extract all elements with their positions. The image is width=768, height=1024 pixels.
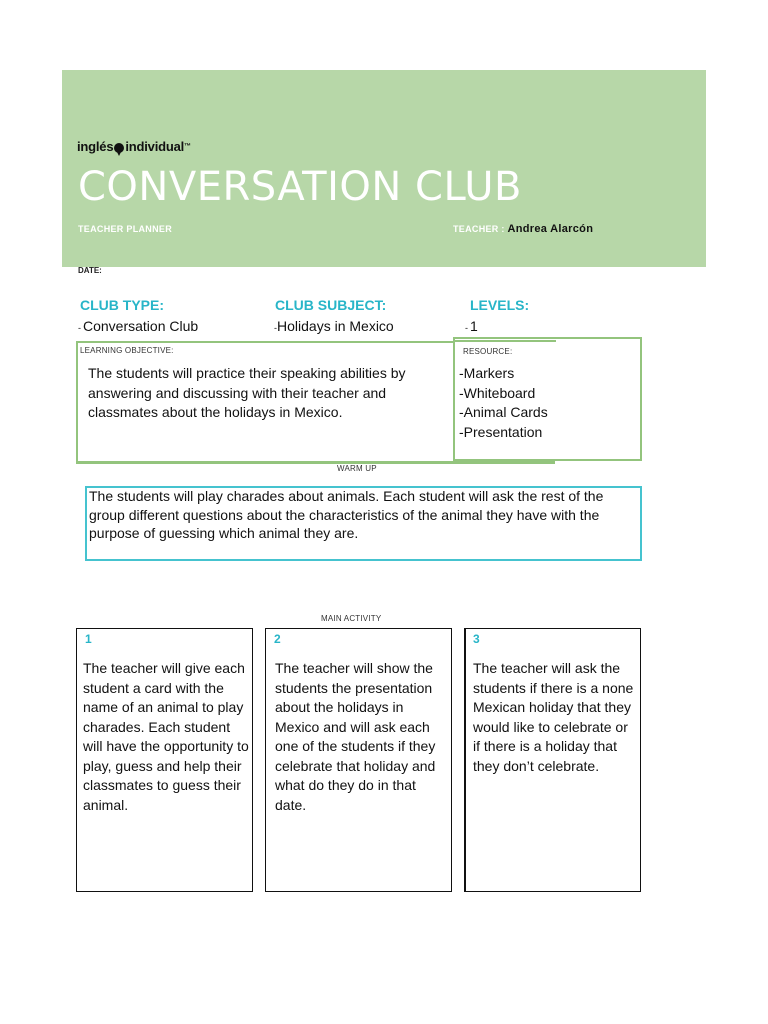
club-subject-dash: - bbox=[274, 323, 277, 333]
brand-left: inglés bbox=[77, 139, 114, 154]
club-type-dash: - bbox=[78, 323, 81, 333]
teacher-label: TEACHER : bbox=[453, 224, 505, 234]
step-text: The teacher will show the students the presentation about the holidays in Mexico and will ask each one of the students if they celebrate that holiday and what do they do in that date. bbox=[275, 660, 436, 813]
warm-up-text: The students will play charades about animals. Each student will ask the rest of the group different questions about the characteristics of the animal they have with the purpose of guessing which animal they are. bbox=[89, 488, 604, 541]
page-title: CONVERSATION CLUB bbox=[78, 164, 522, 210]
learning-objective-label: LEARNING OBJECTIVE: bbox=[80, 346, 174, 355]
resource-item: -Animal Cards bbox=[459, 404, 548, 420]
levels-text: 1 bbox=[470, 318, 478, 334]
brand-trademark: ™ bbox=[184, 143, 191, 150]
main-activity-label: MAIN ACTIVITY bbox=[321, 614, 382, 623]
resource-item: -Whiteboard bbox=[459, 384, 536, 401]
club-type-label: CLUB TYPE: bbox=[80, 297, 164, 313]
resource-top-rule bbox=[453, 340, 556, 342]
resource-label: RESOURCE: bbox=[463, 347, 513, 356]
objective-bottom-rule bbox=[76, 461, 555, 464]
warm-up-label: WARM UP bbox=[337, 464, 377, 473]
club-subject-text: Holidays in Mexico bbox=[277, 318, 394, 334]
learning-objective-text: The students will practice their speaking abilities by answering and discussing with their teacher and classmates about the holidays in Mexico. bbox=[88, 365, 406, 420]
levels-dash: - bbox=[465, 323, 468, 333]
teacher-field bbox=[453, 223, 593, 235]
step-number: 2 bbox=[274, 632, 281, 646]
teacher-planner-label: TEACHER PLANNER bbox=[78, 224, 173, 234]
club-type-text: Conversation Club bbox=[83, 318, 199, 334]
resource-item: -Markers bbox=[459, 365, 515, 381]
club-subject-label: CLUB SUBJECT: bbox=[275, 297, 387, 313]
speech-bubble-icon bbox=[114, 143, 124, 153]
step-number: 3 bbox=[473, 632, 480, 646]
levels-label: LEVELS: bbox=[470, 297, 530, 313]
step-number: 1 bbox=[85, 632, 92, 646]
club-type-value bbox=[78, 318, 198, 334]
step-text: The teacher will ask the students if there is a none Mexican holiday that they would like to celebrate or if there is a holiday that they don’t celebrate. bbox=[473, 660, 634, 774]
club-subject-value bbox=[274, 318, 394, 334]
brand-right: individual bbox=[125, 139, 185, 154]
resource-list bbox=[459, 364, 634, 442]
teacher-name: Andrea Alarcón bbox=[507, 223, 594, 235]
brand-logo bbox=[77, 139, 191, 154]
resource-item: -Presentation bbox=[459, 423, 543, 440]
step-text: The teacher will give each student a card with the name of an animal to play charades. Each student will have the opportunity to play, guess and help their classmates to guess their animal. bbox=[83, 660, 249, 813]
levels-value bbox=[465, 318, 478, 334]
date-label: DATE: bbox=[78, 266, 102, 275]
